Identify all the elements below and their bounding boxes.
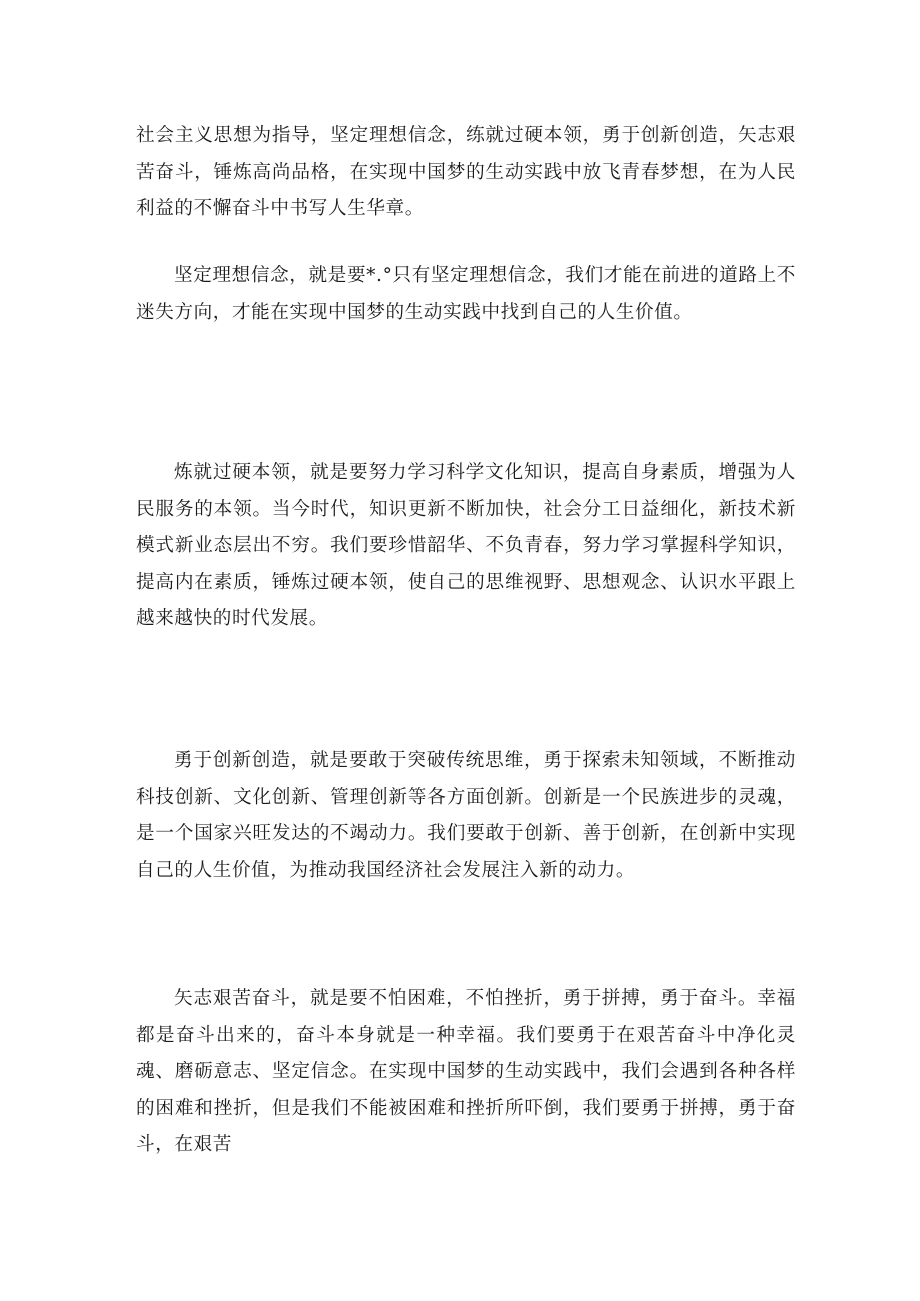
paragraph-innovation: 勇于创新创造，就是要敢于突破传统思维，勇于探索未知领域，不断推动科技创新、文化创新、管理创新等各方面创新。创新是一个民族进步的灵魂，是一个国家兴旺发达的不竭动力。我们要敢于创新、善于创新，在创新中实现自己的人生价值，为推动我国经济社会发展注入新的动力。: [136, 750, 796, 881]
paragraph-skills: 炼就过硬本领，就是要努力学习科学文化知识，提高自身素质，增强为人民服务的本领。当今时代，知识更新不断加快，社会分工日益细化，新技术新模式新业态层出不穷。我们要珍惜韶华、不负青春，努力学习掌握科学知识，提高内在素质，锤炼过硬本领，使自己的思维视野、思想观念、认识水平跟上越来越快的时代发展。: [136, 462, 796, 629]
paragraph-ideals: 坚定理想信念，就是要*.°只有坚定理想信念，我们才能在前进的道路上不迷失方向，才能在实现中国梦的生动实践中找到自己的人生价值。: [136, 265, 796, 323]
paragraph-struggle: 矢志艰苦奋斗，就是要不怕困难，不怕挫折，勇于拼搏，勇于奋斗。幸福都是奋斗出来的，奋斗本身就是一种幸福。我们要勇于在艰苦奋斗中净化灵魂、磨砺意志、坚定信念。在实现中国梦的生动实践中，我们会遇到各种各样的困难和挫折，但是我们不能被困难和挫折所吓倒，我们要勇于拼搏，勇于奋斗，在艰苦: [136, 988, 796, 1155]
paragraph-continuation: 社会主义思想为指导，坚定理想信念，练就过硬本领，勇于创新创造，矢志艰苦奋斗，锤炼高尚品格，在实现中国梦的生动实践中放飞青春梦想，在为人民利益的不懈奋斗中书写人生华章。: [136, 125, 796, 219]
